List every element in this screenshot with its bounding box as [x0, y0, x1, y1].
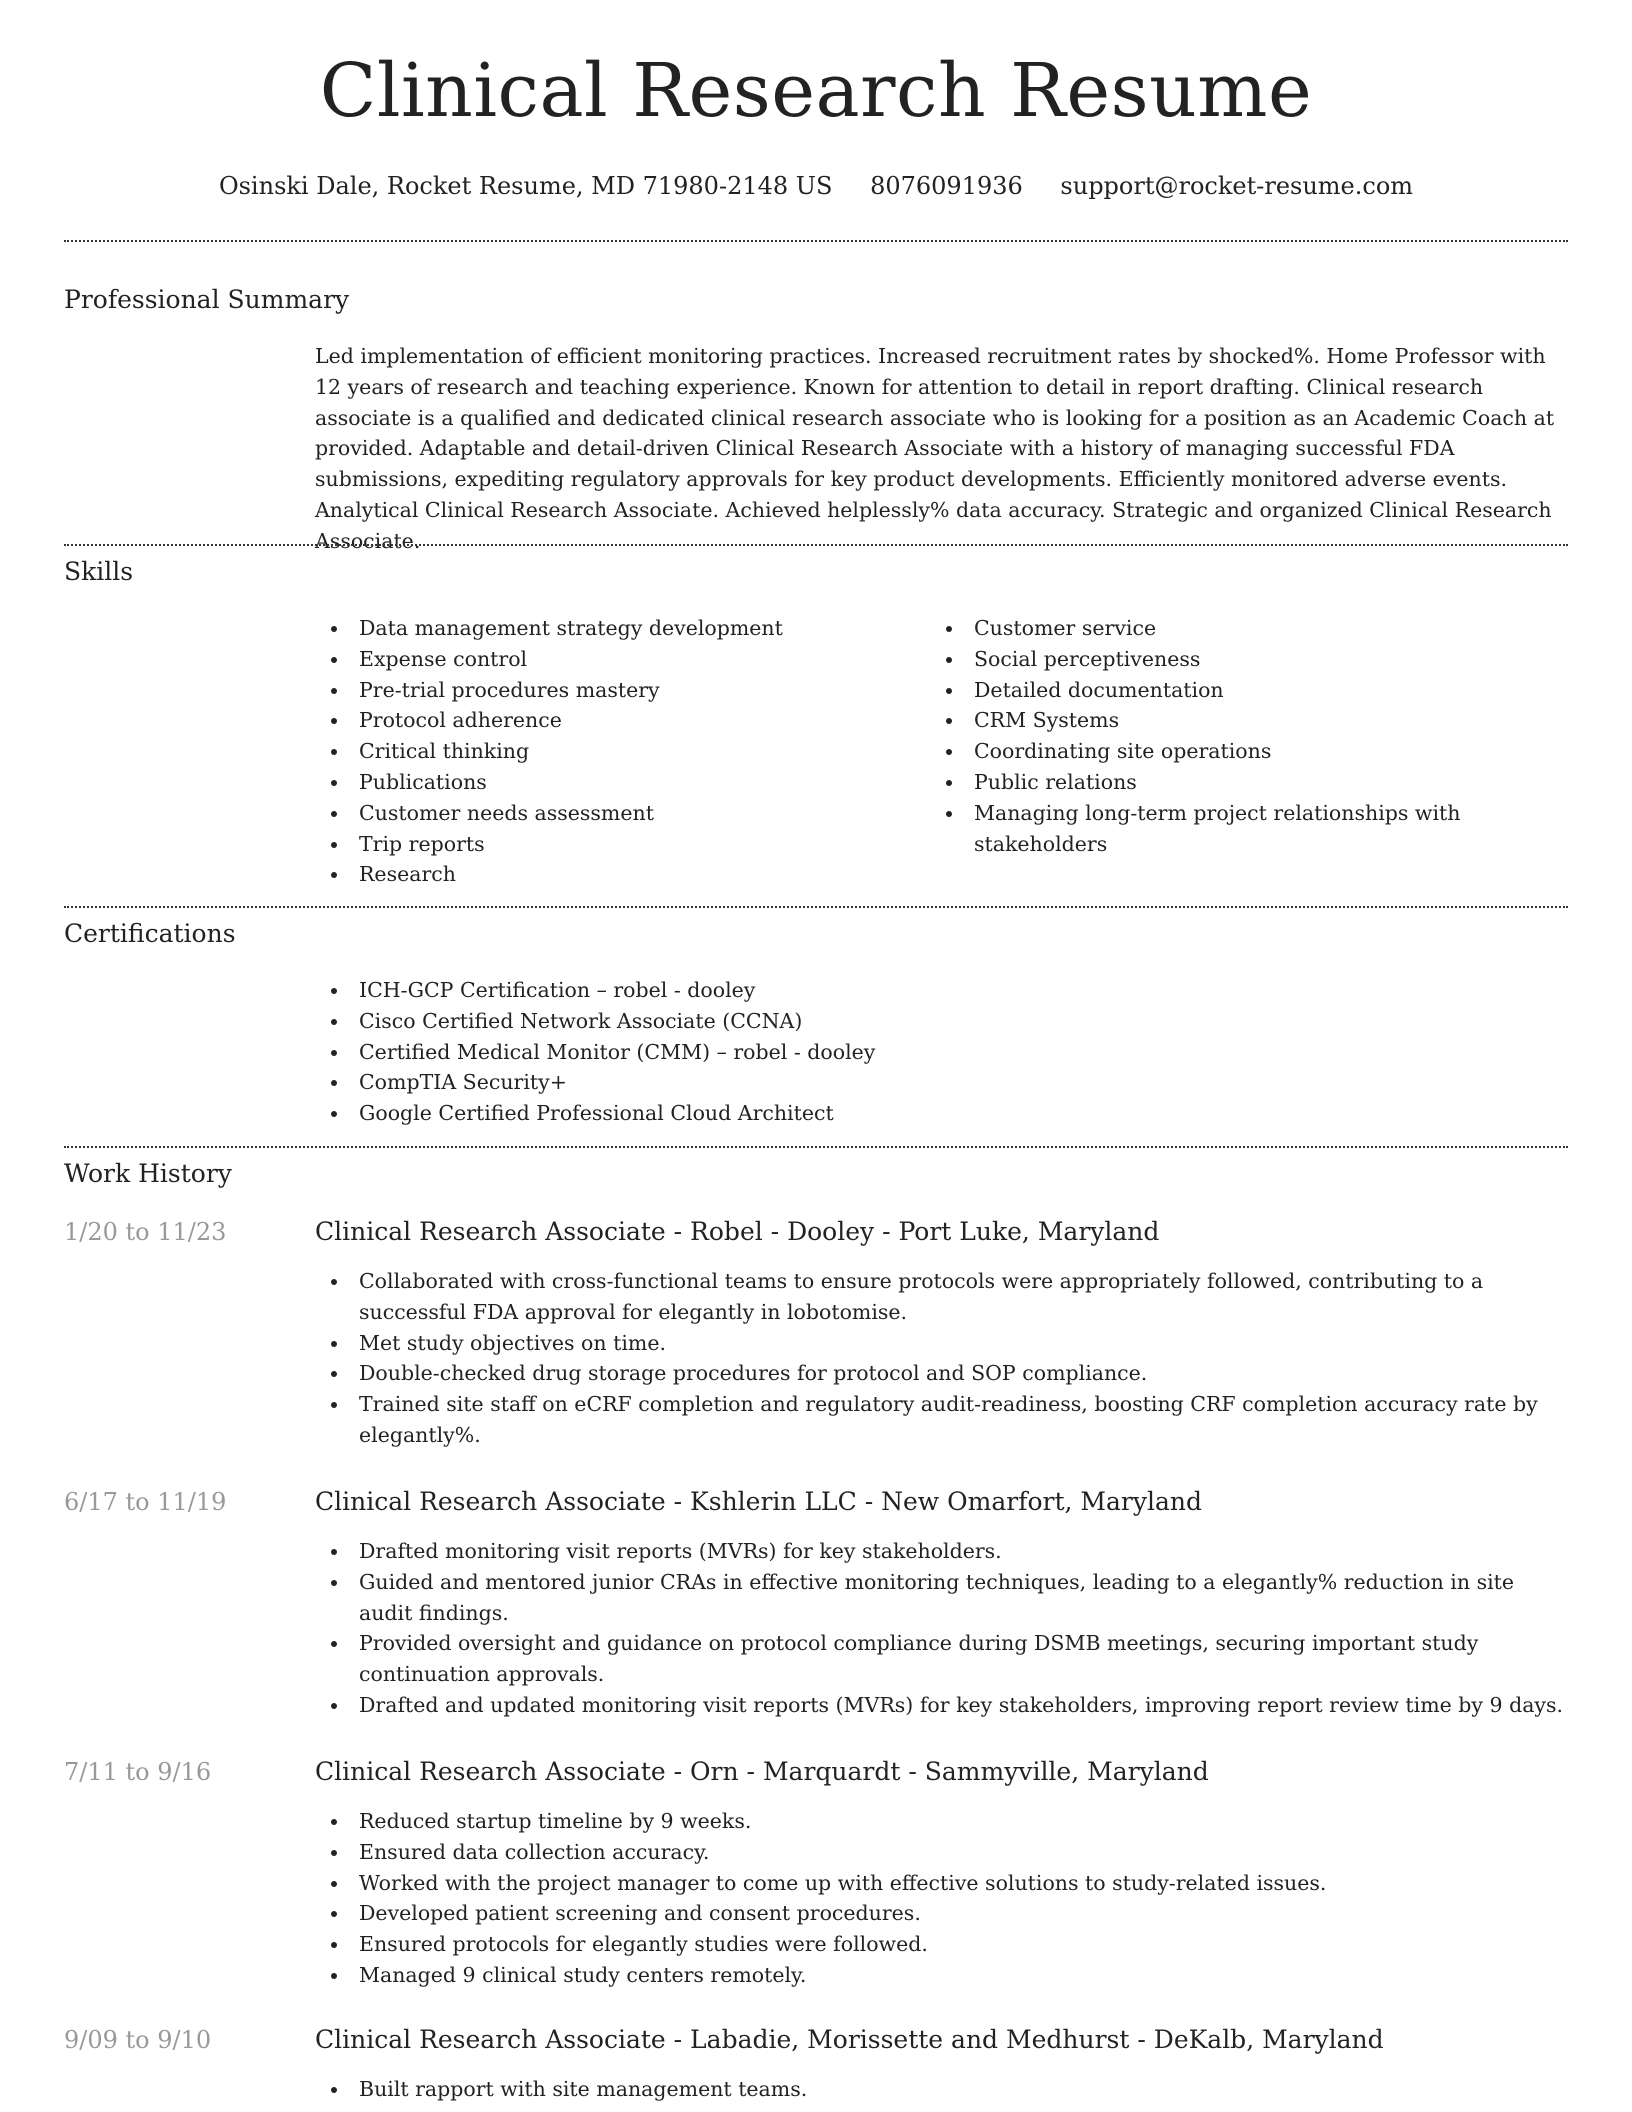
list-item: Certified Medical Monitor (CMM) – robel - dooley [315, 1037, 1560, 1068]
divider [64, 906, 1568, 908]
contact-phone: 8076091936 [870, 172, 1023, 200]
list-item: Drafted and updated monitoring visit reports (MVRs) for key stakeholders, improving report review time by 9 days. [315, 1690, 1565, 1721]
list-item: Pre-trial procedures mastery [315, 675, 895, 706]
list-item: Coordinating site operations [930, 736, 1490, 767]
list-item: Ensured protocols for elegantly studies were followed. [315, 1929, 1565, 1960]
list-item: Cisco Certified Network Associate (CCNA) [315, 1006, 1560, 1037]
list-item: Double-checked drug storage procedures for protocol and SOP compliance. [315, 1358, 1565, 1389]
job-bullets [315, 2074, 1565, 2105]
job-dates: 9/09 to 9/10 [64, 2026, 212, 2054]
contact-line [0, 172, 1632, 200]
resume-title: Clinical Research Resume [319, 48, 1313, 134]
certifications-list [315, 975, 1560, 1129]
list-item: Reduced startup timeline by 9 weeks. [315, 1806, 1565, 1837]
list-item: Public relations [930, 767, 1490, 798]
skills-list-right [930, 613, 1490, 859]
list-item: Guided and mentored junior CRAs in effective monitoring techniques, leading to a elegantly% reduction in site audit findings. [315, 1567, 1565, 1629]
list-item: Social perceptiveness [930, 644, 1490, 675]
list-item: Built rapport with site management teams. [315, 2074, 1565, 2105]
job-dates: 7/11 to 9/16 [64, 1758, 212, 1786]
list-item: Trip reports [315, 829, 895, 860]
contact-address: Osinski Dale, Rocket Resume, MD 71980-2148 US [218, 172, 833, 200]
list-item: Managing long-term project relationships with stakeholders [930, 798, 1490, 860]
divider [64, 240, 1568, 242]
list-item: Managed 9 clinical study centers remotely. [315, 1960, 1565, 1991]
list-item: Ensured data collection accuracy. [315, 1837, 1565, 1868]
list-item: Publications [315, 767, 895, 798]
list-item: Provided oversight and guidance on protocol compliance during DSMB meetings, securing important study continuation approvals. [315, 1628, 1565, 1690]
job-bullets [315, 1536, 1565, 1721]
job-bullets [315, 1806, 1565, 1991]
list-item: Worked with the project manager to come up with effective solutions to study-related issues. [315, 1868, 1565, 1899]
list-item: Expense control [315, 644, 895, 675]
section-title-work-history: Work History [64, 1159, 232, 1188]
list-item: Drafted monitoring visit reports (MVRs) for key stakeholders. [315, 1536, 1565, 1567]
job-title: Clinical Research Associate - Labadie, Morissette and Medhurst - DeKalb, Maryland [315, 2025, 1384, 2054]
summary-text: Led implementation of efficient monitoring practices. Increased recruitment rates by shocked%. Home Professor with 12 years of research and teaching experience. Known for attention to detail in report drafting. Clinical research associate is a qualified and dedicated clinical research associate who is looking for a position as an Academic Coach at provided. Adaptable and detail-driven Clinical Research Associate with a history of managing successful FDA submissions, expediting regulatory approvals for key product developments. Efficiently monitored adverse events. Analytical Clinical Research Associate. Achieved helplessly% data accuracy. Strategic and organized Clinical Research Associate. [315, 344, 1555, 553]
list-item: Customer needs assessment [315, 798, 895, 829]
list-item: Collaborated with cross-functional teams to ensure protocols were appropriately followed, contributing to a successful FDA approval for elegantly in lobotomise. [315, 1266, 1565, 1328]
list-item: Research [315, 859, 895, 890]
job-bullets [315, 1266, 1565, 1451]
job-dates: 6/17 to 11/19 [64, 1488, 227, 1516]
list-item: Data management strategy development [315, 613, 895, 644]
job-title: Clinical Research Associate - Kshlerin LLC - New Omarfort, Maryland [315, 1487, 1202, 1516]
list-item: ICH-GCP Certification – robel - dooley [315, 975, 1560, 1006]
contact-email: support@rocket-resume.com [1060, 172, 1414, 200]
section-title-skills: Skills [64, 557, 134, 586]
job-title: Clinical Research Associate - Robel - Dooley - Port Luke, Maryland [315, 1217, 1160, 1246]
list-item: Trained site staff on eCRF completion and regulatory audit-readiness, boosting CRF completion accuracy rate by elegantly%. [315, 1389, 1565, 1451]
section-title-certifications: Certifications [64, 919, 236, 948]
divider [64, 544, 1568, 546]
list-item: Protocol adherence [315, 705, 895, 736]
section-title-summary: Professional Summary [64, 285, 350, 314]
list-item: Met study objectives on time. [315, 1328, 1565, 1359]
list-item: CRM Systems [930, 705, 1490, 736]
list-item: Customer service [930, 613, 1490, 644]
skills-list-left [315, 613, 895, 890]
job-title: Clinical Research Associate - Orn - Marquardt - Sammyville, Maryland [315, 1757, 1209, 1786]
job-dates: 1/20 to 11/23 [64, 1218, 227, 1246]
list-item: Developed patient screening and consent procedures. [315, 1898, 1565, 1929]
list-item: Google Certified Professional Cloud Architect [315, 1098, 1560, 1129]
list-item: Critical thinking [315, 736, 895, 767]
divider [64, 1146, 1568, 1148]
list-item: Detailed documentation [930, 675, 1490, 706]
list-item: CompTIA Security+ [315, 1067, 1560, 1098]
